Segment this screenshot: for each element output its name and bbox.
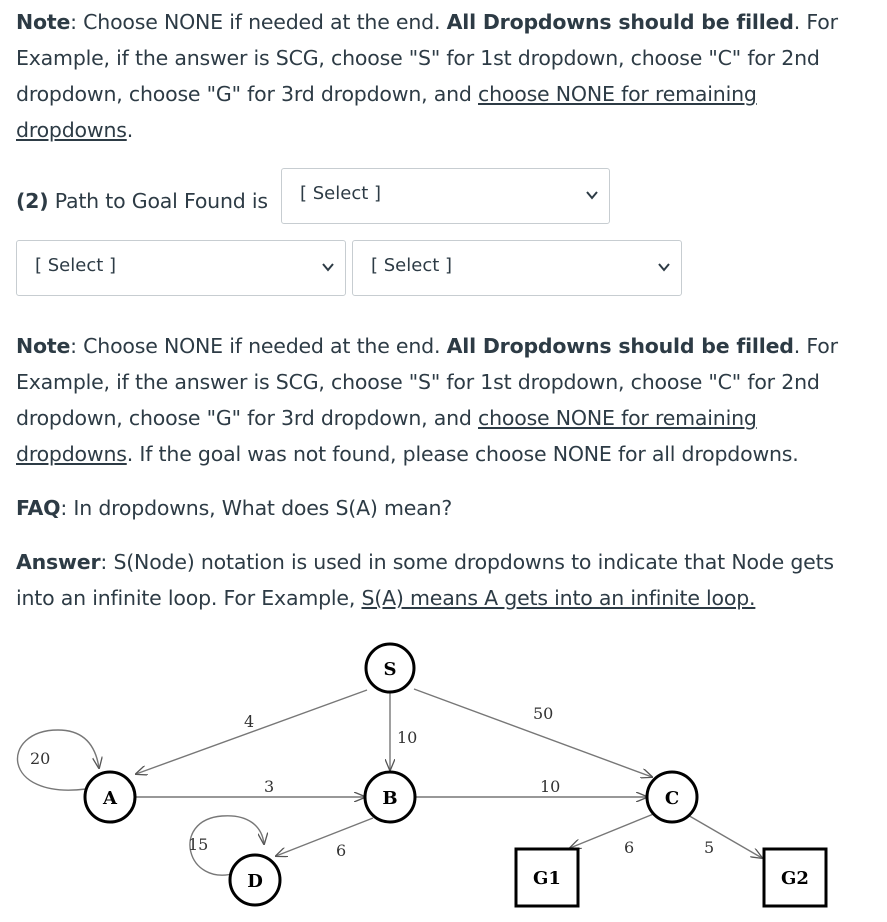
note-underline-text: choose NONE for remaining dropdowns	[16, 406, 757, 466]
answer-label: Answer	[16, 550, 101, 574]
search-graph-diagram	[0, 640, 887, 922]
note-label: Note	[16, 334, 71, 358]
answer-text: : S(Node) notation is used in some dropdowns to indicate that Node gets into an infinite loop. For Example,	[16, 550, 834, 610]
faq-label: FAQ	[16, 496, 61, 520]
note-text: : Choose NONE if needed at the end.	[70, 334, 447, 358]
note-bold-text: All Dropdowns should be filled	[446, 10, 794, 34]
question-number: (2)	[16, 189, 49, 213]
node-label-d: D	[247, 871, 263, 892]
node-label-s: S	[383, 659, 397, 680]
edge-b-d	[276, 818, 373, 856]
edge-weight-c-g2: 5	[704, 838, 715, 857]
node-label-a: A	[103, 788, 117, 809]
answer-underline-text: S(A) means A gets into an infinite loop.	[361, 586, 756, 610]
note-text: . If the goal was not found, please choose NONE for all dropdowns.	[126, 442, 799, 466]
note-paragraph-2	[16, 328, 876, 472]
note-text: . For Example, if the answer is SCG, choose "S" for 1st dropdown, choose "C" for 2nd dropdown, choose "G" for 3rd dropdown, and	[16, 10, 838, 106]
note-underline-text: choose NONE for remaining dropdowns	[16, 82, 757, 142]
dropdown-placeholder: [ Select ]	[300, 183, 382, 204]
faq-paragraph	[16, 490, 876, 526]
chevron-down-icon	[321, 260, 335, 274]
node-label-c: C	[664, 788, 680, 809]
edge-s-a	[136, 690, 367, 774]
edge-weight-a-self: 20	[30, 749, 51, 768]
dropdown-placeholder: [ Select ]	[35, 255, 117, 276]
edge-weight-b-d: 6	[336, 841, 347, 860]
answer-paragraph	[16, 544, 876, 616]
note-text: . For Example, if the answer is SCG, choose "S" for 1st dropdown, choose "C" for 2nd dropdown, choose "G" for 3rd dropdown, and	[16, 334, 838, 430]
node-label-g1: G1	[533, 868, 561, 889]
chevron-down-icon	[585, 188, 599, 202]
edge-weight-d-self: 15	[188, 835, 209, 854]
edge-weight-s-a: 4	[244, 712, 255, 731]
note-label: Note	[16, 10, 71, 34]
note-text: : Choose NONE if needed at the end.	[70, 10, 447, 34]
edge-weight-s-b: 10	[397, 728, 418, 747]
path-dropdown-1[interactable]	[281, 168, 610, 224]
question-label	[16, 183, 286, 219]
edge-weight-a-b: 3	[264, 777, 275, 796]
faq-text: : In dropdowns, What does S(A) mean?	[60, 496, 453, 520]
edge-weight-s-c: 50	[533, 704, 554, 723]
edge-weight-b-c: 10	[540, 777, 561, 796]
edge-c-g2	[686, 814, 762, 858]
question-text: Path to Goal Found is	[48, 189, 268, 213]
edge-s-c	[414, 689, 652, 777]
edge-c-g1	[570, 813, 656, 848]
note-text: .	[126, 118, 134, 142]
node-label-g2: G2	[781, 868, 809, 889]
chevron-down-icon	[657, 260, 671, 274]
note-bold-text: All Dropdowns should be filled	[446, 334, 794, 358]
path-dropdown-2[interactable]	[16, 240, 346, 296]
note-paragraph-1	[16, 4, 876, 148]
edge-weight-c-g1: 6	[624, 838, 635, 857]
dropdown-placeholder: [ Select ]	[371, 255, 453, 276]
path-dropdown-3[interactable]	[352, 240, 682, 296]
node-label-b: B	[382, 788, 398, 809]
